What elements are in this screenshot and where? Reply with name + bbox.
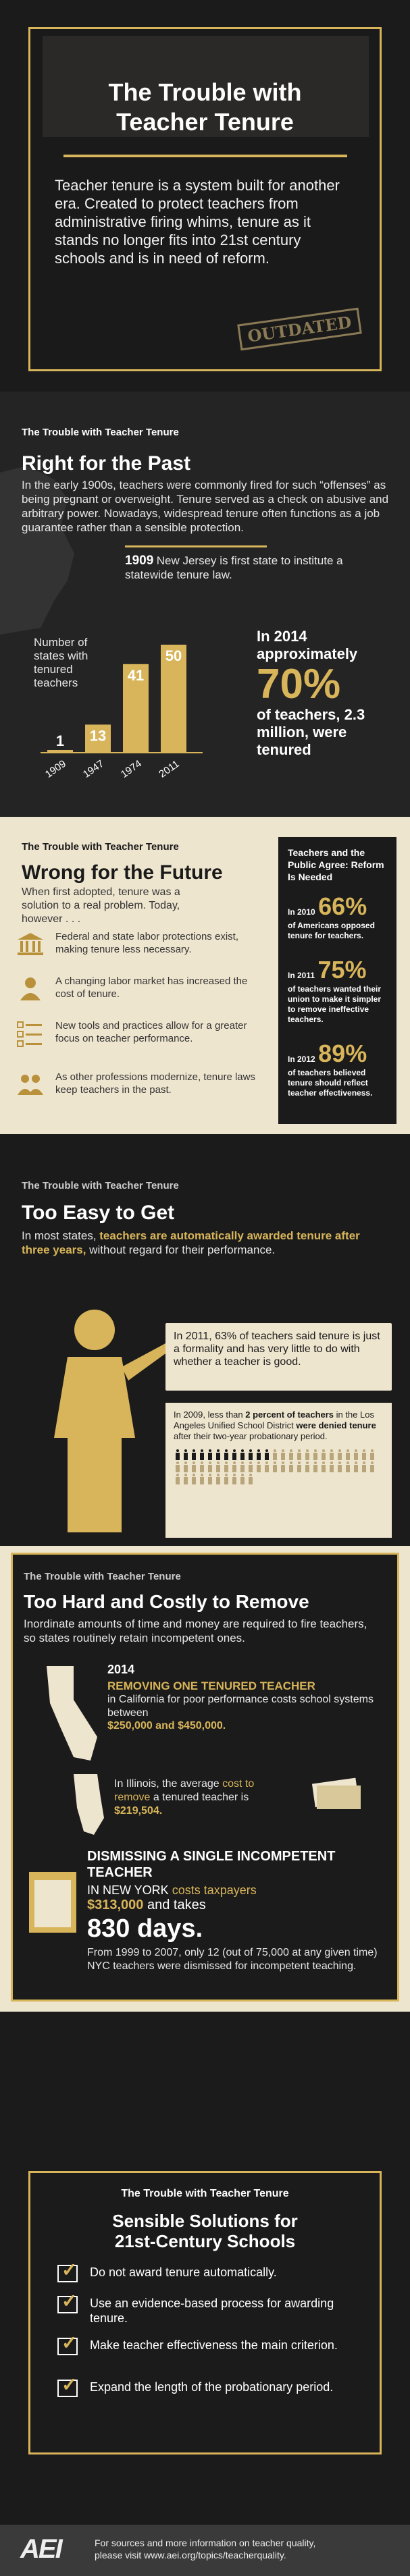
- person-icon: [361, 1461, 367, 1472]
- person-icon: [199, 1461, 205, 1472]
- person-icon: [183, 1461, 188, 1472]
- easy-body: In most states, teachers are automatically awarded tenure after three years, without regard for their performance.: [22, 1229, 360, 1256]
- person-icon: [191, 1449, 197, 1460]
- future-item-text: New tools and practices allow for a greater focus on teacher performance.: [55, 1020, 247, 1044]
- chart-ylabel: Number of states with tenured teachers: [34, 636, 88, 689]
- bar-value-label: 41: [127, 666, 145, 684]
- checkmark-icon: ✓: [57, 2296, 78, 2313]
- panel-title: Teachers and the Public Agree: Reform Is Needed: [288, 847, 384, 882]
- person-icon: [337, 1461, 342, 1472]
- checkmark-icon: ✓: [57, 2265, 78, 2282]
- person-icon: [248, 1474, 253, 1484]
- person-icon: [329, 1449, 334, 1460]
- costly-kicker: The Trouble with Teacher Tenure: [24, 1571, 181, 1582]
- future-heading: Wrong for the Future: [22, 861, 223, 884]
- panel-stat: In 2011 75% of teachers wanted their union to make it simpler to remove ineffective teachers.: [288, 956, 382, 1024]
- solution-item: ✓ Use an evidence-based process for awarding tenure.: [57, 2296, 353, 2338]
- person-icon: [280, 1461, 286, 1472]
- person-icon: [329, 1461, 334, 1472]
- person-icon: [321, 1449, 326, 1460]
- bar-category-label: 1974: [118, 757, 144, 780]
- person-icon: [256, 1449, 261, 1460]
- hero-section: [0, 0, 410, 392]
- person-icon: [240, 1461, 245, 1472]
- checkmark-icon: ✓: [57, 2338, 78, 2355]
- government-building-icon: [15, 930, 46, 957]
- person-icon: [232, 1461, 237, 1472]
- hero-title-line-1: The Trouble with: [108, 78, 302, 106]
- teacher-silhouette-icon: [20, 1303, 176, 1539]
- future-kicker: The Trouble with Teacher Tenure: [22, 841, 179, 853]
- hero-divider: [63, 155, 347, 157]
- person-icon: [361, 1449, 367, 1460]
- bar-category-label: 2011: [157, 758, 182, 780]
- nj-text: New Jersey is first state to institute a statewide tenure law.: [125, 554, 343, 581]
- person-icon: [272, 1449, 278, 1460]
- person-icon: [224, 1461, 229, 1472]
- panel-stat: In 2012 89% of teachers believed tenure should reflect teacher effectiveness.: [288, 1040, 373, 1098]
- person-icon: [345, 1461, 351, 1472]
- speech-bubble-1: [165, 1323, 392, 1391]
- new-york-fact: DISMISSING A SINGLE INCOMPETENT TEACHER IN NEW YORK costs taxpayers $313,000 and takes 830 days.: [87, 1848, 384, 1944]
- money-stack-icon: [310, 1771, 364, 1818]
- ny-days: 830 days.: [87, 1914, 203, 1943]
- new-york-calendar-icon: [22, 1865, 83, 1939]
- solutions-section: [0, 2012, 410, 2454]
- speech-bubble-2: [165, 1403, 392, 1538]
- person-icon: [207, 1461, 213, 1472]
- solution-item: ✓ Make teacher effectiveness the main criterion.: [57, 2338, 353, 2380]
- future-item: [15, 975, 272, 1019]
- person-icon: [248, 1449, 253, 1460]
- person-icon: [199, 1449, 205, 1460]
- teacher-people-grid: [174, 1449, 376, 1485]
- solution-item: ✓ Expand the length of the probationary period.: [57, 2380, 353, 2421]
- person-icon: [353, 1461, 359, 1472]
- person-icon: [313, 1449, 318, 1460]
- person-icon: [248, 1461, 253, 1472]
- footer-link[interactable]: please visit www.aei.org/topics/teacherquality.: [95, 2550, 286, 2560]
- easy-section: [0, 1134, 410, 1546]
- bubble-2-text: In 2009, less than 2 percent of teachers in the Los Angeles Unified School District were denied tenure after their two-year probationary period.: [174, 1410, 376, 1441]
- person-icon: [224, 1449, 229, 1460]
- stat-value: 70%: [257, 661, 341, 707]
- outdated-stamp: OUTDATED: [237, 308, 361, 351]
- california-map-icon: [40, 1663, 101, 1764]
- person-icon: [321, 1461, 326, 1472]
- stat-intro: In 2014 approximately: [257, 628, 358, 662]
- person-icon: [232, 1474, 237, 1484]
- person-icon: [191, 1461, 197, 1472]
- bar-value-label: 1: [55, 732, 65, 749]
- past-heading: Right for the Past: [22, 452, 191, 475]
- past-section: [0, 392, 410, 817]
- person-icon: [369, 1461, 375, 1472]
- person-icon: [280, 1449, 286, 1460]
- person-icon: [305, 1461, 310, 1472]
- person-icon: [264, 1449, 270, 1460]
- solutions-frame: [28, 2171, 382, 2454]
- person-icon: [175, 1474, 180, 1484]
- easy-kicker: The Trouble with Teacher Tenure: [22, 1180, 179, 1191]
- nj-fact: [125, 554, 382, 582]
- person-icon: [288, 1449, 294, 1460]
- future-item-text: As other professions modernize, tenure laws keep teachers in the past.: [55, 1071, 255, 1096]
- future-list: [15, 930, 272, 1115]
- person-icon: [345, 1449, 351, 1460]
- past-kicker: The Trouble with Teacher Tenure: [22, 427, 179, 438]
- person-icon: [207, 1449, 213, 1460]
- tenure-stat: [257, 628, 392, 759]
- costly-body: Inordinate amounts of time and money are required to fire teachers, so states routinely retain incompetent ones.: [24, 1617, 367, 1644]
- solutions-heading: Sensible Solutions for 21st-Century Schools: [112, 2211, 298, 2251]
- checklist-icon: [15, 1019, 46, 1049]
- person-icon: [264, 1461, 270, 1472]
- person-icon: [175, 1449, 180, 1460]
- costly-section: [0, 1546, 410, 2012]
- person-icon: [224, 1474, 229, 1484]
- person-icon: [305, 1449, 310, 1460]
- costly-heading: Too Hard and Costly to Remove: [24, 1591, 309, 1612]
- bar-value-label: 50: [165, 647, 182, 664]
- hero-frame: [28, 27, 382, 371]
- person-icon: [272, 1461, 278, 1472]
- solutions-kicker: The Trouble with Teacher Tenure: [121, 2188, 289, 2199]
- person-icon: [199, 1474, 205, 1484]
- person-icon: [215, 1461, 221, 1472]
- person-icon: [215, 1449, 221, 1460]
- person-icon: [297, 1449, 302, 1460]
- person-icon: [353, 1449, 359, 1460]
- person-icon: [240, 1449, 245, 1460]
- future-intro: When first adopted, tenure was a solution to a real problem. Today, however . . .: [22, 886, 180, 925]
- tenure-states-bar-chart: [41, 594, 243, 797]
- public-agree-panel: [278, 837, 396, 1124]
- solution-item: ✓ Do not award tenure automatically.: [57, 2265, 353, 2296]
- footer: [0, 2454, 410, 2576]
- person-icon: [183, 1449, 188, 1460]
- bar-category-label: 1909: [43, 757, 68, 780]
- past-body: In the early 1900s, teachers were commonly fired for such “offenses” as being pregnant or overweight. Tenure served as a check on abusive and arbitrary power. Nowadays, widespread tenure often functions as a job guarantee rather than a sensible protection.: [22, 479, 389, 534]
- person-icon: [232, 1449, 237, 1460]
- bubble-1-text: In 2011, 63% of teachers said tenure is just a formality and has very little to do with whether a teacher is good.: [174, 1331, 380, 1368]
- person-icon: [369, 1449, 375, 1460]
- person-icon: [191, 1474, 197, 1484]
- california-fact: 2014 REMOVING ONE TENURED TEACHER in California for poor performance costs school systems between $250,000 and $450,000.: [107, 1663, 374, 1732]
- future-item: [15, 1071, 272, 1115]
- future-item: [15, 930, 272, 975]
- person-icon: [288, 1461, 294, 1472]
- bar-value-label: 13: [89, 727, 107, 745]
- aei-logo[interactable]: AEI: [20, 2534, 61, 2564]
- illinois-fact: In Illinois, the average cost to remove a tenured teacher is $219,504.: [114, 1778, 255, 1817]
- costly-frame: [11, 1553, 399, 2002]
- person-icon: [207, 1474, 213, 1484]
- stat-text: of teachers, 2.3 million, were tenured: [257, 706, 365, 758]
- future-item: [15, 1019, 272, 1071]
- hero-title-line-2: Teacher Tenure: [116, 108, 294, 136]
- future-item-text: A changing labor market has increased the cost of tenure.: [55, 975, 248, 1000]
- footer-bar: [0, 2525, 410, 2576]
- checkmark-icon: ✓: [57, 2380, 78, 2397]
- person-icon: [297, 1461, 302, 1472]
- panel-stat: In 2010 66% of Americans opposed tenure for teachers.: [288, 892, 375, 940]
- worker-icon: [15, 975, 46, 1002]
- illinois-map-icon: [67, 1771, 107, 1838]
- person-icon: [240, 1474, 245, 1484]
- person-icon: [337, 1449, 342, 1460]
- people-icon: [15, 1071, 46, 1098]
- bar-category-label: 1947: [80, 757, 106, 780]
- person-icon: [215, 1474, 221, 1484]
- person-icon: [313, 1461, 318, 1472]
- future-item-text: Federal and state labor protections exist, making tenure less necessary.: [55, 931, 238, 955]
- hero-intro: Teacher tenure is a system built for another era. Created to protect teachers from administrative firing whims, tenure as it stands no longer fits into 21st century schools and is in need of reform.: [55, 177, 340, 267]
- nj-year: 1909: [125, 554, 154, 568]
- person-icon: [175, 1461, 180, 1472]
- person-icon: [256, 1461, 261, 1472]
- person-icon: [183, 1474, 188, 1484]
- solutions-list: [57, 2259, 353, 2421]
- future-section: [0, 817, 410, 1134]
- footer-text: For sources and more information on teacher quality, please visit www.aei.org/topics/teacherquality.: [95, 2538, 316, 2560]
- easy-heading: Too Easy to Get: [22, 1202, 175, 1224]
- ny-note: From 1999 to 2007, only 12 (out of 75,000 at any given time) NYC teachers were dismissed for incompetent teaching.: [87, 1947, 378, 1972]
